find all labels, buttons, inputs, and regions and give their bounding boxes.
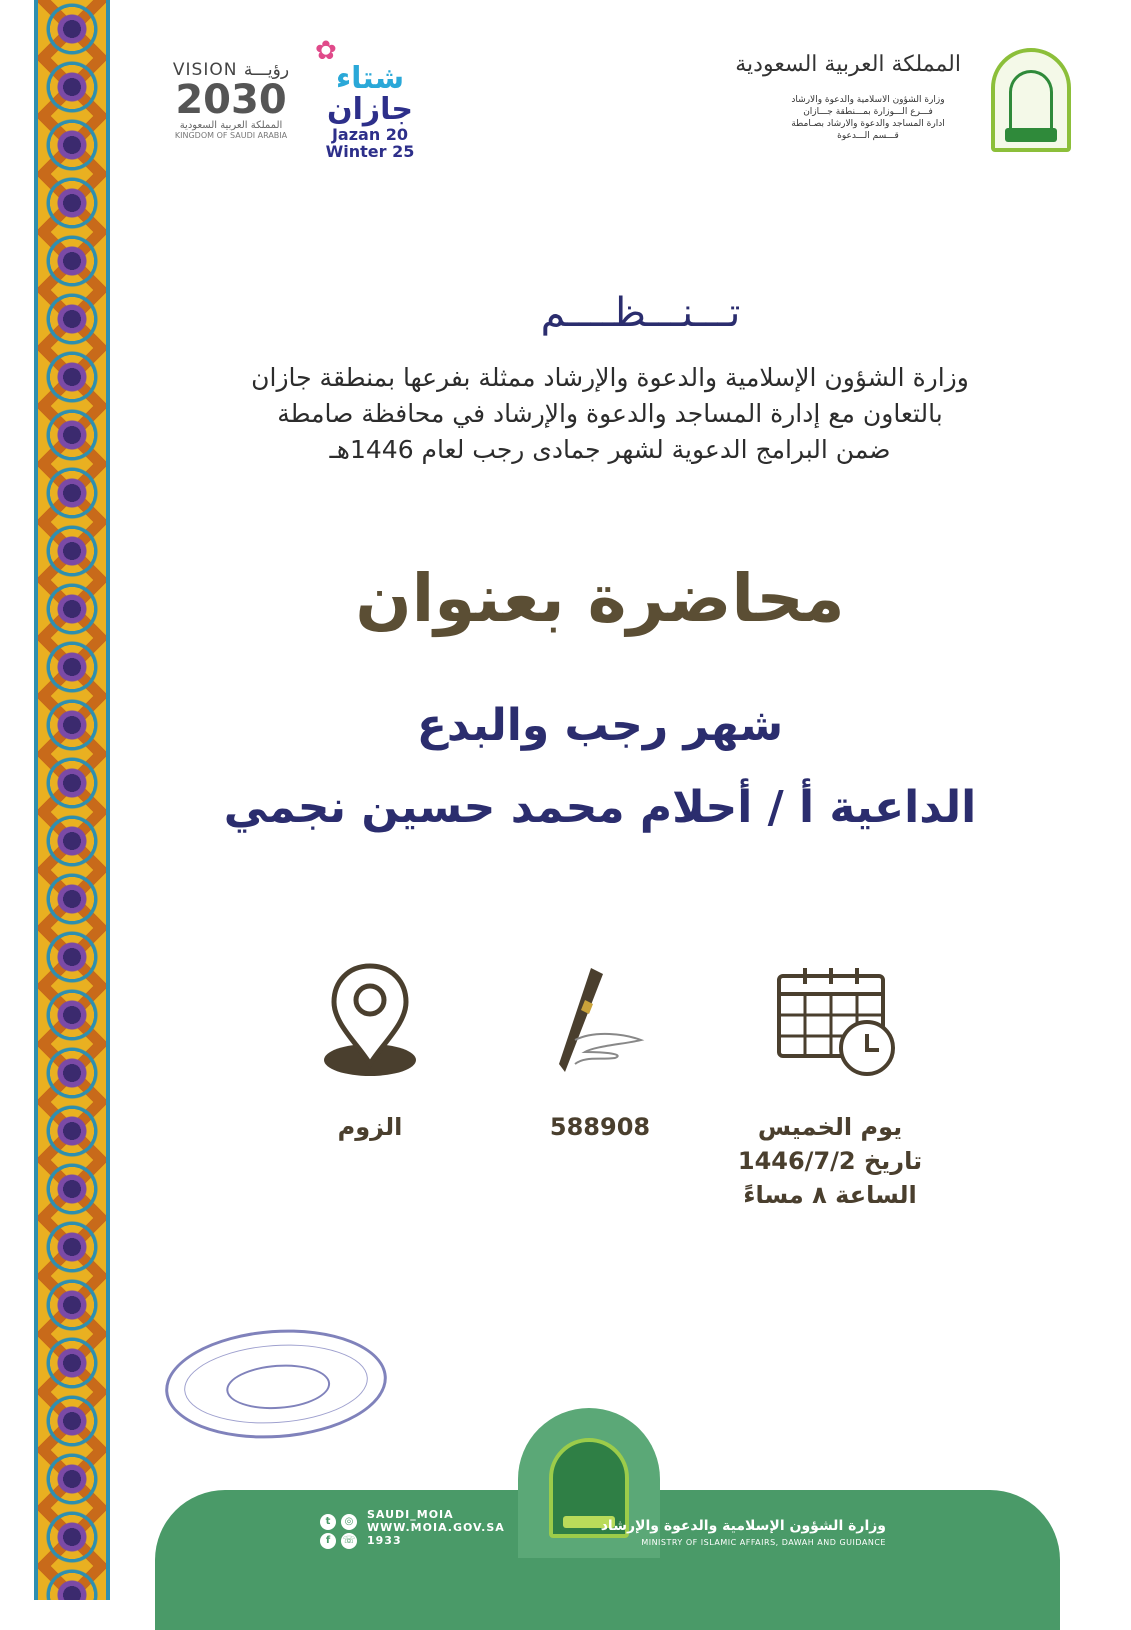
time-text: الساعة ٨ مساءً (743, 1181, 917, 1209)
ksa-name: المملكة العربية السعودية (735, 52, 961, 77)
ministry-lines (773, 94, 963, 142)
border-edge-left (34, 0, 38, 1600)
footer-ministry (601, 1518, 886, 1547)
twitter-icon[interactable]: t (320, 1514, 336, 1530)
location-pin-icon (320, 960, 420, 1080)
vision-2030-logo (161, 60, 301, 140)
speaker-name: الداعية أ / أحلام محمد حسين نجمي (223, 782, 977, 833)
meeting-id-info (500, 960, 700, 1144)
day-text: يوم الخميس (757, 1113, 903, 1141)
vision-sub-en: KINGDOM OF SAUDI ARABIA (174, 131, 288, 140)
date-text-block (730, 1110, 930, 1212)
social-icons (320, 1514, 359, 1549)
footer-ministry-ar: وزارة الشؤون الإسلامية والدعوة والإرشاد (600, 1518, 886, 1534)
organize-heading: تـــنـــظــــم (540, 290, 741, 336)
vision-sub-ar: المملكة العربية السعودية (179, 120, 283, 131)
instagram-icon[interactable]: ◎ (341, 1514, 357, 1530)
lecture-topic: شهر رجب والبدع (416, 700, 784, 751)
date-text: تاريخ 1446/7/2 (737, 1147, 923, 1175)
ministry-line: وزارة الشؤون الاسلامية والدعوة والارشاد (791, 95, 945, 105)
decorative-border (36, 0, 108, 1600)
date-info (730, 960, 930, 1212)
official-stamp (162, 1322, 391, 1445)
ministry-logo-icon (991, 48, 1071, 152)
phone-number[interactable]: 1933 (367, 1534, 402, 1547)
intro-line: بالتعاون مع إدارة المساجد والدعوة والإرشاد في محافظة صامطة (277, 399, 943, 428)
intro-line: ضمن البرامج الدعوية لشهر جمادى رجب لعام 1446هـ (329, 435, 891, 464)
social-handle[interactable]: SAUDI_MOIA (367, 1508, 454, 1521)
phone-icon[interactable]: ☏ (341, 1533, 357, 1549)
ministry-line: فـــرع الـــوزارة بمـــنطقة جـــازان (803, 107, 933, 117)
flower-icon: ✿ (315, 36, 337, 66)
ministry-line: قـــسم الـــدعوة (837, 131, 899, 141)
calendar-clock-icon (765, 960, 895, 1080)
border-edge-right (106, 0, 110, 1600)
jazan-en1: Jazan 20 (331, 125, 409, 144)
jazan-winter-logo (315, 38, 425, 160)
ministry-header (735, 48, 1071, 158)
jazan-line1: شتاء (335, 61, 405, 96)
intro-line: وزارة الشؤون الإسلامية والدعوة والإرشاد ممثلة بفرعها بمنطقة جازان (251, 363, 969, 392)
ministry-line: ادارة المساجد والدعوة والارشاد بصـامطة (791, 119, 945, 129)
jazan-en2: Winter 25 (325, 142, 415, 161)
footer-ministry-en: MINISTRY OF ISLAMIC AFFAIRS, DAWAH AND GUIDANCE (641, 1538, 886, 1547)
lecture-title: محاضرة بعنوان (355, 560, 845, 637)
facebook-icon[interactable]: f (320, 1533, 336, 1549)
website-link[interactable]: WWW.MOIA.GOV.SA (367, 1521, 505, 1534)
pen-signature-icon (545, 960, 655, 1080)
jazan-line2: جازان (326, 92, 414, 127)
vision-top: VISION رؤيـــة (172, 60, 290, 80)
location-info (270, 960, 470, 1144)
intro-text (160, 360, 1060, 468)
location-text: الزوم (337, 1113, 403, 1141)
partner-logos (155, 38, 435, 168)
vision-number: 2030 (175, 77, 287, 123)
meeting-id-text: 588908 (549, 1113, 651, 1141)
footer-contact (320, 1508, 505, 1549)
